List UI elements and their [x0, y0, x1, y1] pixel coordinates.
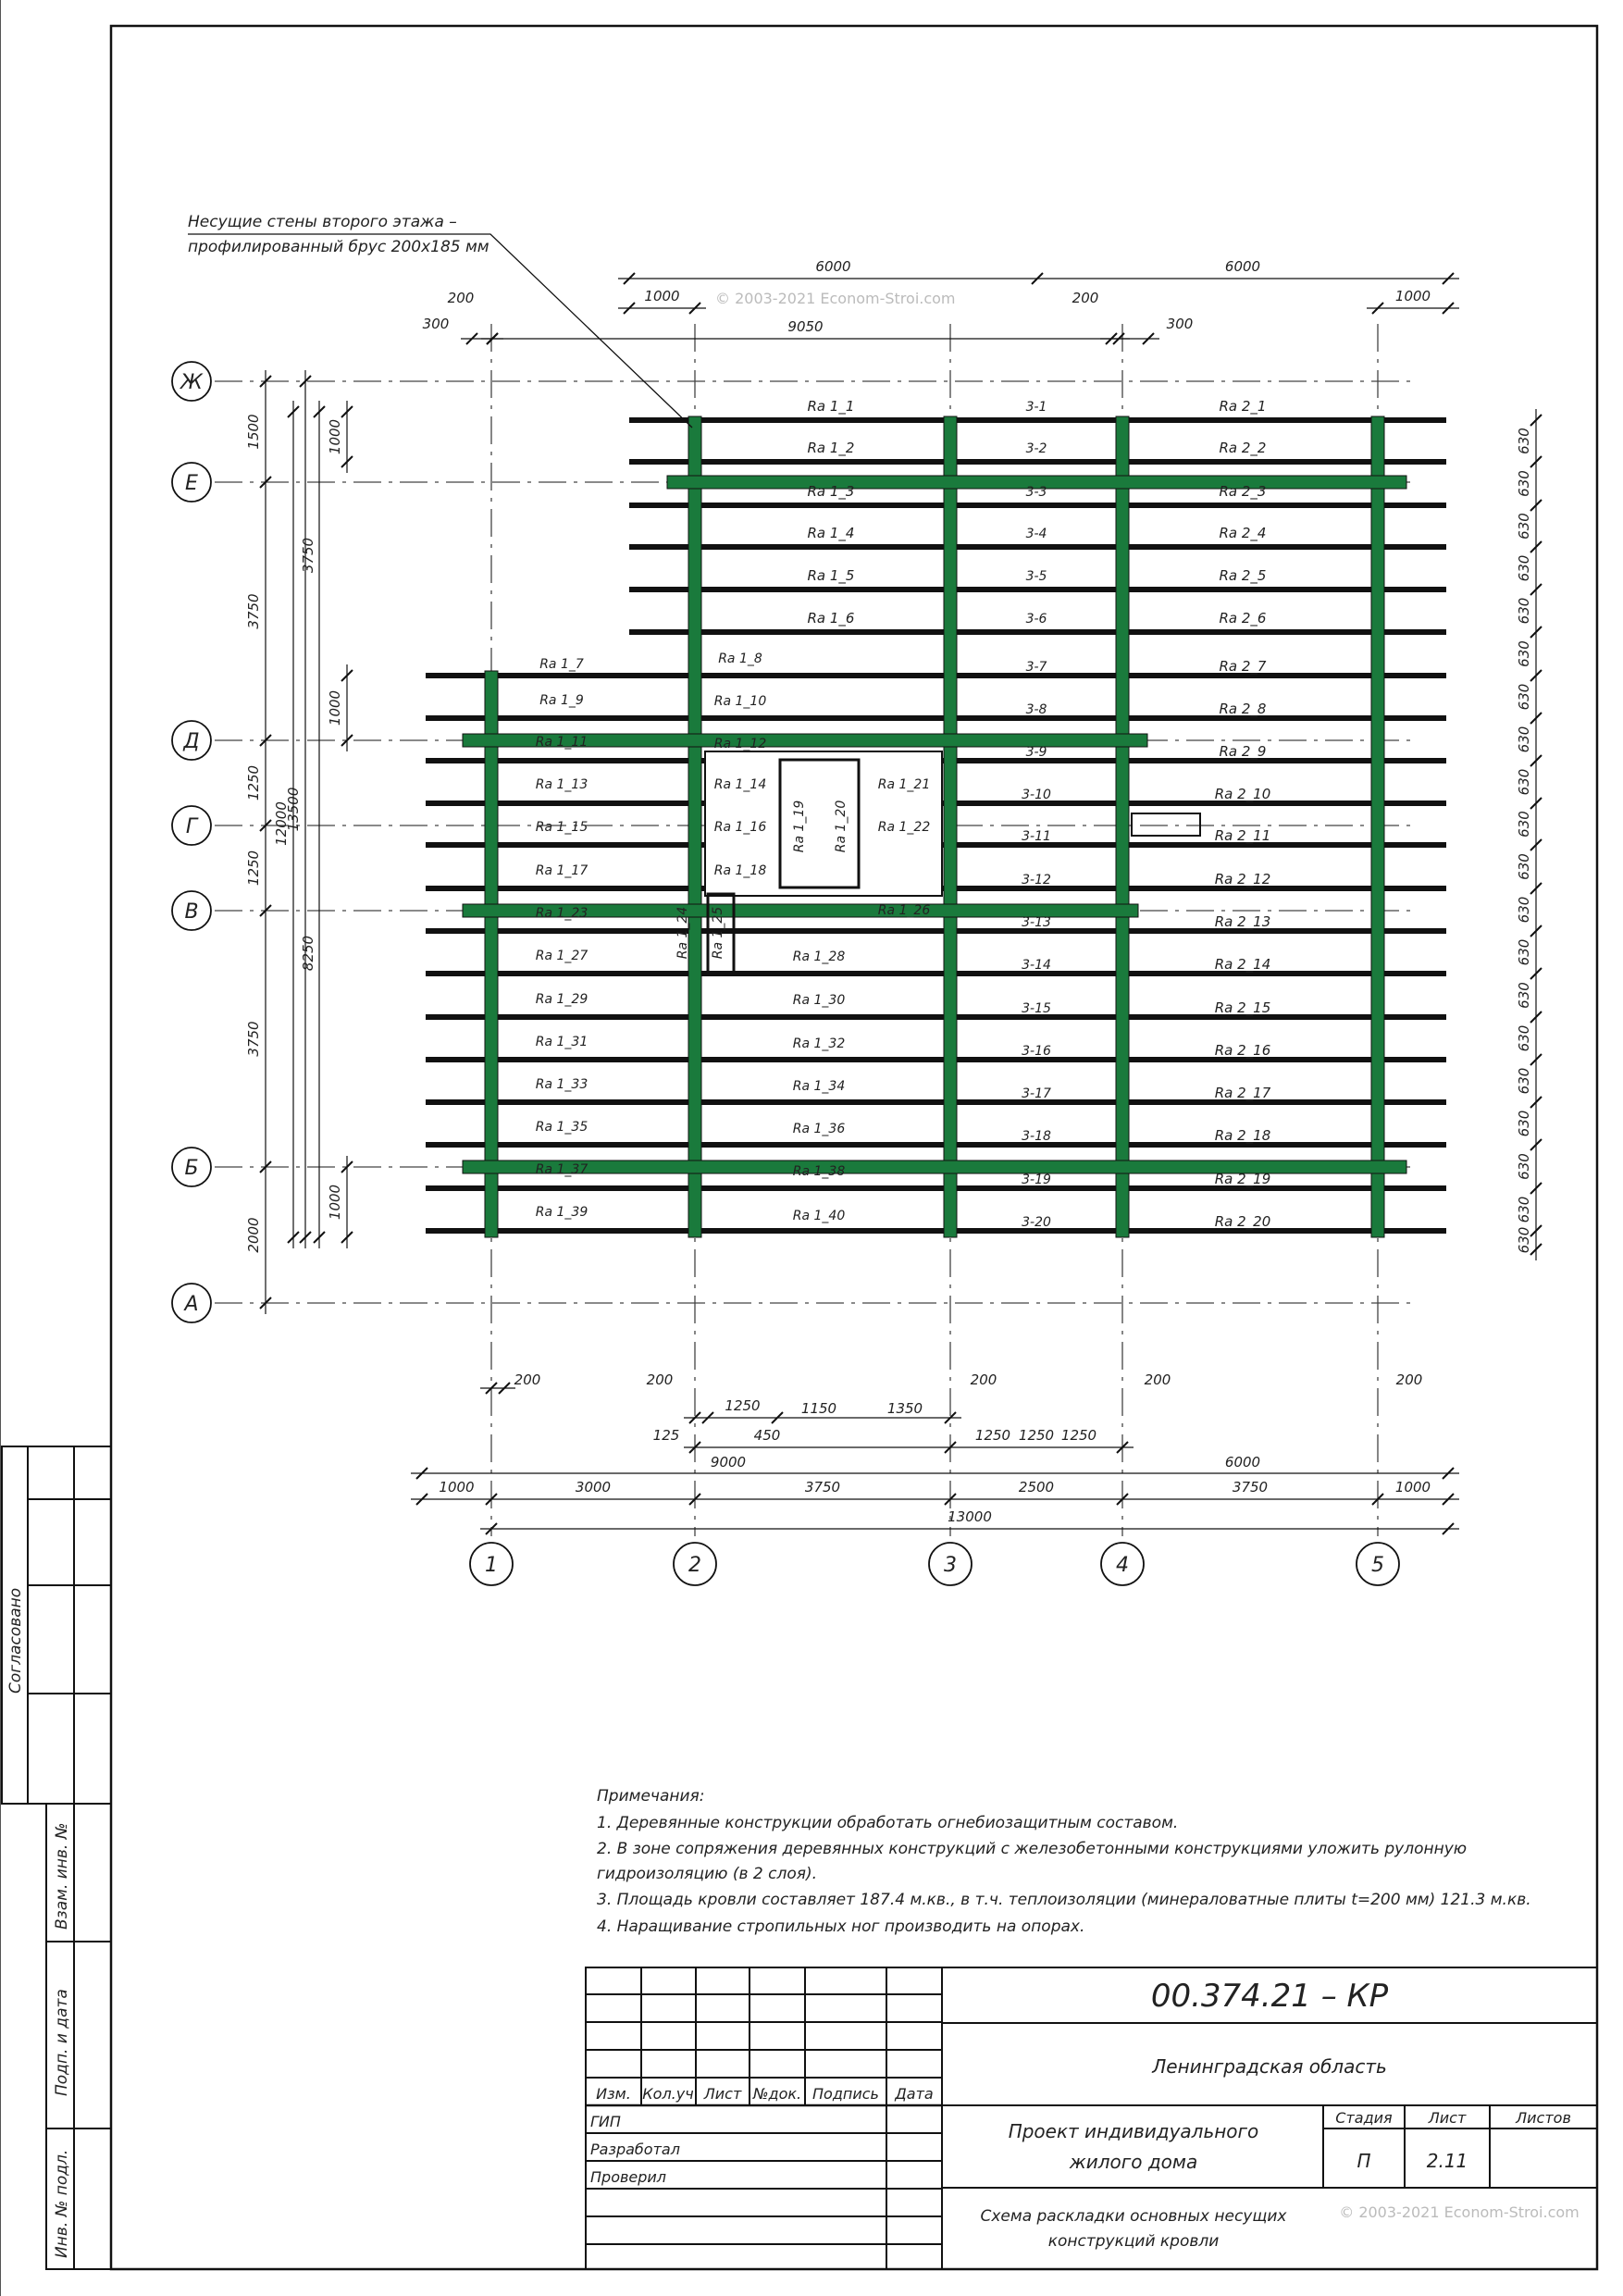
roof-hatch [1132, 813, 1200, 836]
wall-beam-vertical [1371, 416, 1384, 1237]
rafter-label-2: Ra 2_5 [1219, 567, 1267, 584]
rafter-line [426, 1014, 1446, 1020]
rafter-label-1-left: Ra 1_27 [535, 949, 588, 963]
note-4: 4. Наращивание стропильных ног производить на опорах. [597, 1917, 1085, 1936]
rafter-label-2: Ra 2_8 [1219, 701, 1267, 717]
dim-bot-total-value: 13000 [948, 1508, 992, 1525]
rafter-label-3: 3-3 [1025, 485, 1047, 500]
rafter-label-1-low: Ra 1_36 [792, 1122, 846, 1136]
dim-left-3750: 3750 [300, 537, 316, 574]
rafter-label-1: Ra 1_2 [807, 440, 855, 456]
rafter-label-1-left: Ra 1_35 [535, 1120, 588, 1135]
rafter-label-1: Ra 1_1 [807, 398, 855, 415]
dim-right-630-value: 630 [1516, 683, 1532, 711]
rafter-label-3: 3-17 [1022, 1086, 1051, 1101]
rafter-line [426, 1228, 1446, 1234]
rafter-label-1-low: Ra 1_40 [792, 1209, 846, 1223]
dim-top-c-300: 300 [422, 316, 450, 332]
role-developer: Разработал [590, 2141, 680, 2158]
rafter-label-3: 3-19 [1022, 1173, 1051, 1187]
sheet-title-1: Схема раскладки основных несущих [980, 2207, 1287, 2226]
rafter-label-1-left: Ra 1_39 [535, 1205, 588, 1220]
sheet-title-2: конструкций кровли [1047, 2232, 1220, 2251]
rafter-label-3: 3-12 [1022, 873, 1051, 887]
dim-right-630-value: 630 [1516, 513, 1532, 540]
rafter-label-3: 3-15 [1022, 1001, 1051, 1016]
rafter-label-2: Ra 2_18 [1214, 1127, 1271, 1144]
rafter-line [426, 928, 1446, 934]
dim-right-630-value: 630 [1516, 896, 1532, 924]
role-checker: Проверил [590, 2168, 667, 2186]
rafter-label-3: 3-6 [1025, 612, 1047, 627]
rafter-label-1-low: Ra 1_38 [792, 1164, 846, 1179]
stamp-inv: Инв. № подл. [53, 2149, 71, 2258]
rafter-label-1-left: Ra 1_11 [535, 735, 588, 750]
sheets-header: Листов [1516, 2109, 1571, 2127]
notes-title: Примечания: [597, 1787, 705, 1806]
region: Ленинградская область [1152, 2055, 1387, 2078]
rafter-label-box: Ra 1_22 [877, 820, 931, 835]
rafter-line [426, 1185, 1446, 1191]
dim-bot-b1-value: 1250 [725, 1397, 761, 1414]
dim-right-630-value: 630 [1516, 1196, 1532, 1223]
dim-left-a-value: 2000 [245, 1217, 262, 1253]
dim-bot-b2-value: 1250 [1018, 1427, 1055, 1444]
stamp-agreed: Согласовано [6, 1587, 25, 1694]
dim-left-a-value: 1250 [245, 764, 262, 801]
note-3: 3. Площадь кровли составляет 187.4 м.кв., в т.ч. теплоизоляции (минераловатные плиты t=200 мм) 121.3 м.кв. [597, 1891, 1531, 1909]
dim-bot-d-value: 1000 [439, 1479, 475, 1496]
dim-right-630-value: 630 [1516, 470, 1532, 497]
dim-left-b1-value: 13500 [285, 787, 302, 832]
rafter-line [629, 459, 1446, 465]
rafter-label-3: 3-13 [1022, 915, 1051, 930]
dim-right-630-value: 630 [1516, 811, 1532, 838]
rafter-label-1-mid: Ra 1_12 [713, 737, 767, 751]
wall-beam-vertical [688, 416, 701, 1237]
rafter-label-vertical: Ra 1_19 [792, 800, 807, 853]
dim-bot-450: 450 [753, 1427, 781, 1444]
dim-left-c2-value: 1000 [327, 689, 343, 726]
wall-beam-vertical [944, 416, 957, 1237]
axis-label-col: 1 [485, 1554, 498, 1577]
rafter-label-vertical: Ra 1_20 [834, 800, 849, 853]
rafter-line [426, 1099, 1446, 1105]
rafter-label-3: 3-11 [1022, 829, 1051, 844]
dim-right-630-value: 630 [1516, 1153, 1532, 1180]
dim-left-8250: 8250 [300, 935, 316, 972]
dim-bot-1250a: 1250 [974, 1427, 1011, 1444]
rafter-label-vertical: Ra 1_24 [675, 906, 690, 960]
rafter-label-3: 3-16 [1022, 1044, 1051, 1059]
rafter-label-1-left: Ra 1_31 [535, 1035, 588, 1049]
rafter-label-1-left: Ra 1_17 [535, 863, 588, 878]
rafter-label-2: Ra 2_13 [1214, 913, 1271, 930]
rafter-label-1-mid: Ra 1_10 [713, 694, 767, 709]
rafter-label-3: 3-2 [1025, 441, 1047, 456]
dim-bot-1150: 1150 [800, 1400, 837, 1417]
rafter-label-3: 3-4 [1025, 527, 1047, 541]
sheet-value: 2.11 [1426, 2150, 1468, 2172]
dim-bot-d-value: 3750 [1232, 1479, 1269, 1496]
rafter-label-2: Ra 2_11 [1214, 827, 1271, 844]
dim-right-630-value: 630 [1516, 1110, 1532, 1137]
wall-beam-vertical [485, 671, 498, 1237]
dim-bot-d-value: 3000 [575, 1479, 612, 1496]
rafter-label-1-low: Ra 1_34 [792, 1079, 846, 1094]
dim-right-630-value: 630 [1516, 982, 1532, 1009]
dim-right-630-value: 630 [1516, 428, 1532, 454]
col-header-list: Лист [703, 2085, 742, 2103]
dim-top-b2-value: 9050 [787, 318, 824, 335]
dim-left-c3-value: 1000 [327, 1184, 343, 1221]
rafter-line [629, 503, 1446, 508]
rafter-line [426, 1142, 1446, 1148]
stage-value: П [1357, 2150, 1371, 2172]
rafter-label-1-mid: Ra 1_14 [713, 777, 767, 792]
dim-right-630-value: 630 [1516, 1067, 1532, 1095]
dim-top-300: 300 [1166, 316, 1194, 332]
rafter-label-1-left: Ra 1_7 [539, 657, 584, 672]
rafter-label-2: Ra 2_2 [1219, 440, 1267, 456]
dim-bot-9000: 9000 [710, 1454, 747, 1471]
dim-bot-1250b: 1250 [1060, 1427, 1097, 1444]
axis-label-col: 3 [944, 1554, 957, 1577]
rafter-label-1-left: Ra 1_15 [535, 820, 588, 835]
rafter-label-3: 3-9 [1025, 745, 1047, 760]
rafter-label-3: 3-7 [1025, 660, 1047, 675]
axis-label-row: Е [185, 472, 198, 495]
rafter-label-1-left: Ra 1_23 [535, 906, 588, 921]
rafter-label-1-low: Ra 1_28 [792, 949, 846, 964]
callout-line-1: Несущие стены второго этажа – [188, 213, 457, 231]
axis-label-row: Г [185, 815, 198, 838]
role-gip: ГИП [590, 2113, 621, 2130]
dim-left-c1-value: 1000 [327, 418, 343, 455]
axis-label-row: В [184, 900, 199, 924]
rafter-line [426, 715, 1446, 721]
dim-bot-d-value: 2500 [1018, 1479, 1055, 1496]
col-header-kolvo: Кол.уч [642, 2085, 694, 2103]
rafter-label-1: Ra 1_3 [807, 483, 855, 500]
rafter-label-3: 3-14 [1022, 958, 1051, 973]
axis-label-row: А [184, 1293, 199, 1316]
rafter-label-2: Ra 2_14 [1214, 956, 1271, 973]
dim-top-b1-value: 1000 [644, 288, 680, 304]
rafter-label-2: Ra 2_9 [1219, 743, 1267, 760]
col-header-ndok: №док. [752, 2085, 802, 2103]
dim-bot-d-value: 3750 [804, 1479, 841, 1496]
dim-bot-6000: 6000 [1224, 1454, 1261, 1471]
dim-bot-200-3: 200 [970, 1371, 997, 1388]
dim-top-c-200: 200 [447, 290, 475, 306]
dim-bot-200-2: 200 [646, 1371, 674, 1388]
dim-bot-1350: 1350 [886, 1400, 923, 1417]
rafter-label-box: Ra 1_26 [877, 903, 931, 918]
stage-header: Стадия [1335, 2109, 1393, 2127]
rafter-label-3: 3-1 [1025, 400, 1047, 415]
rafter-label-1-left: Ra 1_9 [539, 693, 584, 708]
axis-label-row: Ж [180, 371, 203, 394]
dim-right-630-value: 630 [1516, 1024, 1532, 1052]
rafter-label-box: Ra 1_21 [877, 777, 931, 792]
rafter-label-2: Ra 2_15 [1214, 999, 1271, 1016]
note-2a: 2. В зоне сопряжения деревянных конструкций с железобетонными конструкциями уложить рулонную [597, 1840, 1468, 1858]
dim-bot-d-value: 1000 [1394, 1479, 1431, 1496]
dim-top-b3-value: 1000 [1394, 288, 1431, 304]
rafter-label-1-left: Ra 1_33 [535, 1077, 588, 1092]
rafter-line [426, 1057, 1446, 1062]
dim-top-200: 200 [1072, 290, 1099, 306]
rafter-label-1: Ra 1_5 [807, 567, 855, 584]
note-1: 1. Деревянные конструкции обработать огнебиозащитным составом. [597, 1814, 1179, 1832]
rafter-label-1-mid: Ra 1_18 [713, 863, 767, 878]
rafter-label-3: 3-20 [1022, 1215, 1051, 1230]
rafter-label-2: Ra 2_12 [1214, 871, 1271, 887]
watermark-stamp: © 2003-2021 Econom-Stroi.com [1339, 2203, 1580, 2221]
rafter-label-1-left: Ra 1_13 [535, 777, 588, 792]
dim-bot-200-1: 200 [514, 1371, 541, 1388]
rafter-label-2: Ra 2_16 [1214, 1042, 1271, 1059]
doc-code: 00.374.21 – КР [1150, 1978, 1389, 2015]
watermark-top: © 2003-2021 Econom-Stroi.com [715, 290, 956, 307]
dim-right-630-value: 630 [1516, 554, 1532, 582]
axis-label-col: 5 [1371, 1554, 1384, 1577]
dim-left-12000: 12000 [273, 801, 290, 846]
rafter-label-2: Ra 2_19 [1214, 1171, 1271, 1187]
col-header-podpis: Подпись [812, 2085, 879, 2103]
rafter-label-1-mid: Ra 1_8 [718, 652, 762, 666]
project-line-1: Проект индивидуального [1008, 2120, 1259, 2142]
rafter-label-1-left: Ra 1_37 [535, 1162, 588, 1177]
dim-left-a-value: 3750 [245, 1021, 262, 1057]
rafter-label-2: Ra 2_20 [1214, 1213, 1271, 1230]
rafter-line [629, 417, 1446, 423]
notes-block [597, 1787, 1531, 1936]
dim-right-630-value: 630 [1516, 597, 1532, 625]
rafter-label-1-low: Ra 1_30 [792, 993, 846, 1008]
dim-right-630-value: 630 [1516, 768, 1532, 796]
dim-right-630-value: 630 [1516, 1226, 1532, 1254]
dim-left-a-value: 3750 [245, 593, 262, 629]
rafter-label-2: Ra 2_17 [1214, 1085, 1271, 1101]
rafter-label-1-mid: Ra 1_16 [713, 820, 767, 835]
rafter-label-1-left: Ra 1_29 [535, 992, 588, 1007]
rafter-line [426, 971, 1446, 976]
callout-line-2: профилированный брус 200х185 мм [188, 238, 489, 256]
rafter-label-3: 3-10 [1022, 788, 1051, 802]
dim-top-a-value: 6000 [815, 258, 851, 275]
stamp-vzam: Взам. инв. № [53, 1822, 71, 1930]
rafter-label-2: Ra 2_6 [1219, 610, 1267, 627]
rafter-label-3: 3-18 [1022, 1129, 1051, 1144]
rafter-label-2: Ra 2_7 [1219, 658, 1267, 675]
rafter-line [426, 673, 1446, 678]
rafter-label-3: 3-8 [1025, 702, 1047, 717]
rafter-label-1: Ra 1_4 [807, 525, 855, 541]
dim-top-a-value: 6000 [1224, 258, 1261, 275]
axis-label-row: Б [184, 1157, 199, 1180]
dim-bot-125: 125 [652, 1427, 680, 1444]
dim-right-630-value: 630 [1516, 726, 1532, 753]
note-2b: гидроизоляцию (в 2 слоя). [597, 1865, 817, 1883]
rafter-label-2: Ra 2_10 [1214, 786, 1271, 802]
rafter-label-vertical: Ra 1_25 [711, 906, 725, 960]
rafter-line [629, 544, 1446, 550]
rafter-label-3: 3-5 [1025, 569, 1047, 584]
rafter-label-2: Ra 2_3 [1219, 483, 1267, 500]
col-header-data: Дата [895, 2085, 934, 2103]
wall-beam-vertical [1116, 416, 1129, 1237]
project-line-2: жилого дома [1069, 2151, 1198, 2173]
rafter-label-2: Ra 2_1 [1219, 398, 1267, 415]
rafter-label-1: Ra 1_6 [807, 610, 855, 627]
dim-right-630-value: 630 [1516, 853, 1532, 880]
axis-label-row: Д [183, 730, 200, 753]
col-header-izm: Изм. [596, 2085, 631, 2103]
rafter-label-2: Ra 2_4 [1219, 525, 1267, 541]
rafter-label-1-low: Ra 1_32 [792, 1036, 846, 1051]
stamp-podp: Подп. и дата [53, 1989, 71, 2096]
rafter-line [629, 587, 1446, 592]
dim-bot-200-5: 200 [1395, 1371, 1423, 1388]
dim-left-a-value: 1250 [245, 850, 262, 887]
dim-right-630-value: 630 [1516, 640, 1532, 667]
dim-right-630-value: 630 [1516, 938, 1532, 966]
dim-left-a-value: 1500 [245, 414, 262, 450]
sheet-header: Лист [1428, 2109, 1467, 2127]
rafter-line [629, 629, 1446, 635]
axis-label-col: 2 [688, 1554, 701, 1577]
dim-bot-200-4: 200 [1144, 1371, 1171, 1388]
axis-label-col: 4 [1116, 1554, 1129, 1577]
